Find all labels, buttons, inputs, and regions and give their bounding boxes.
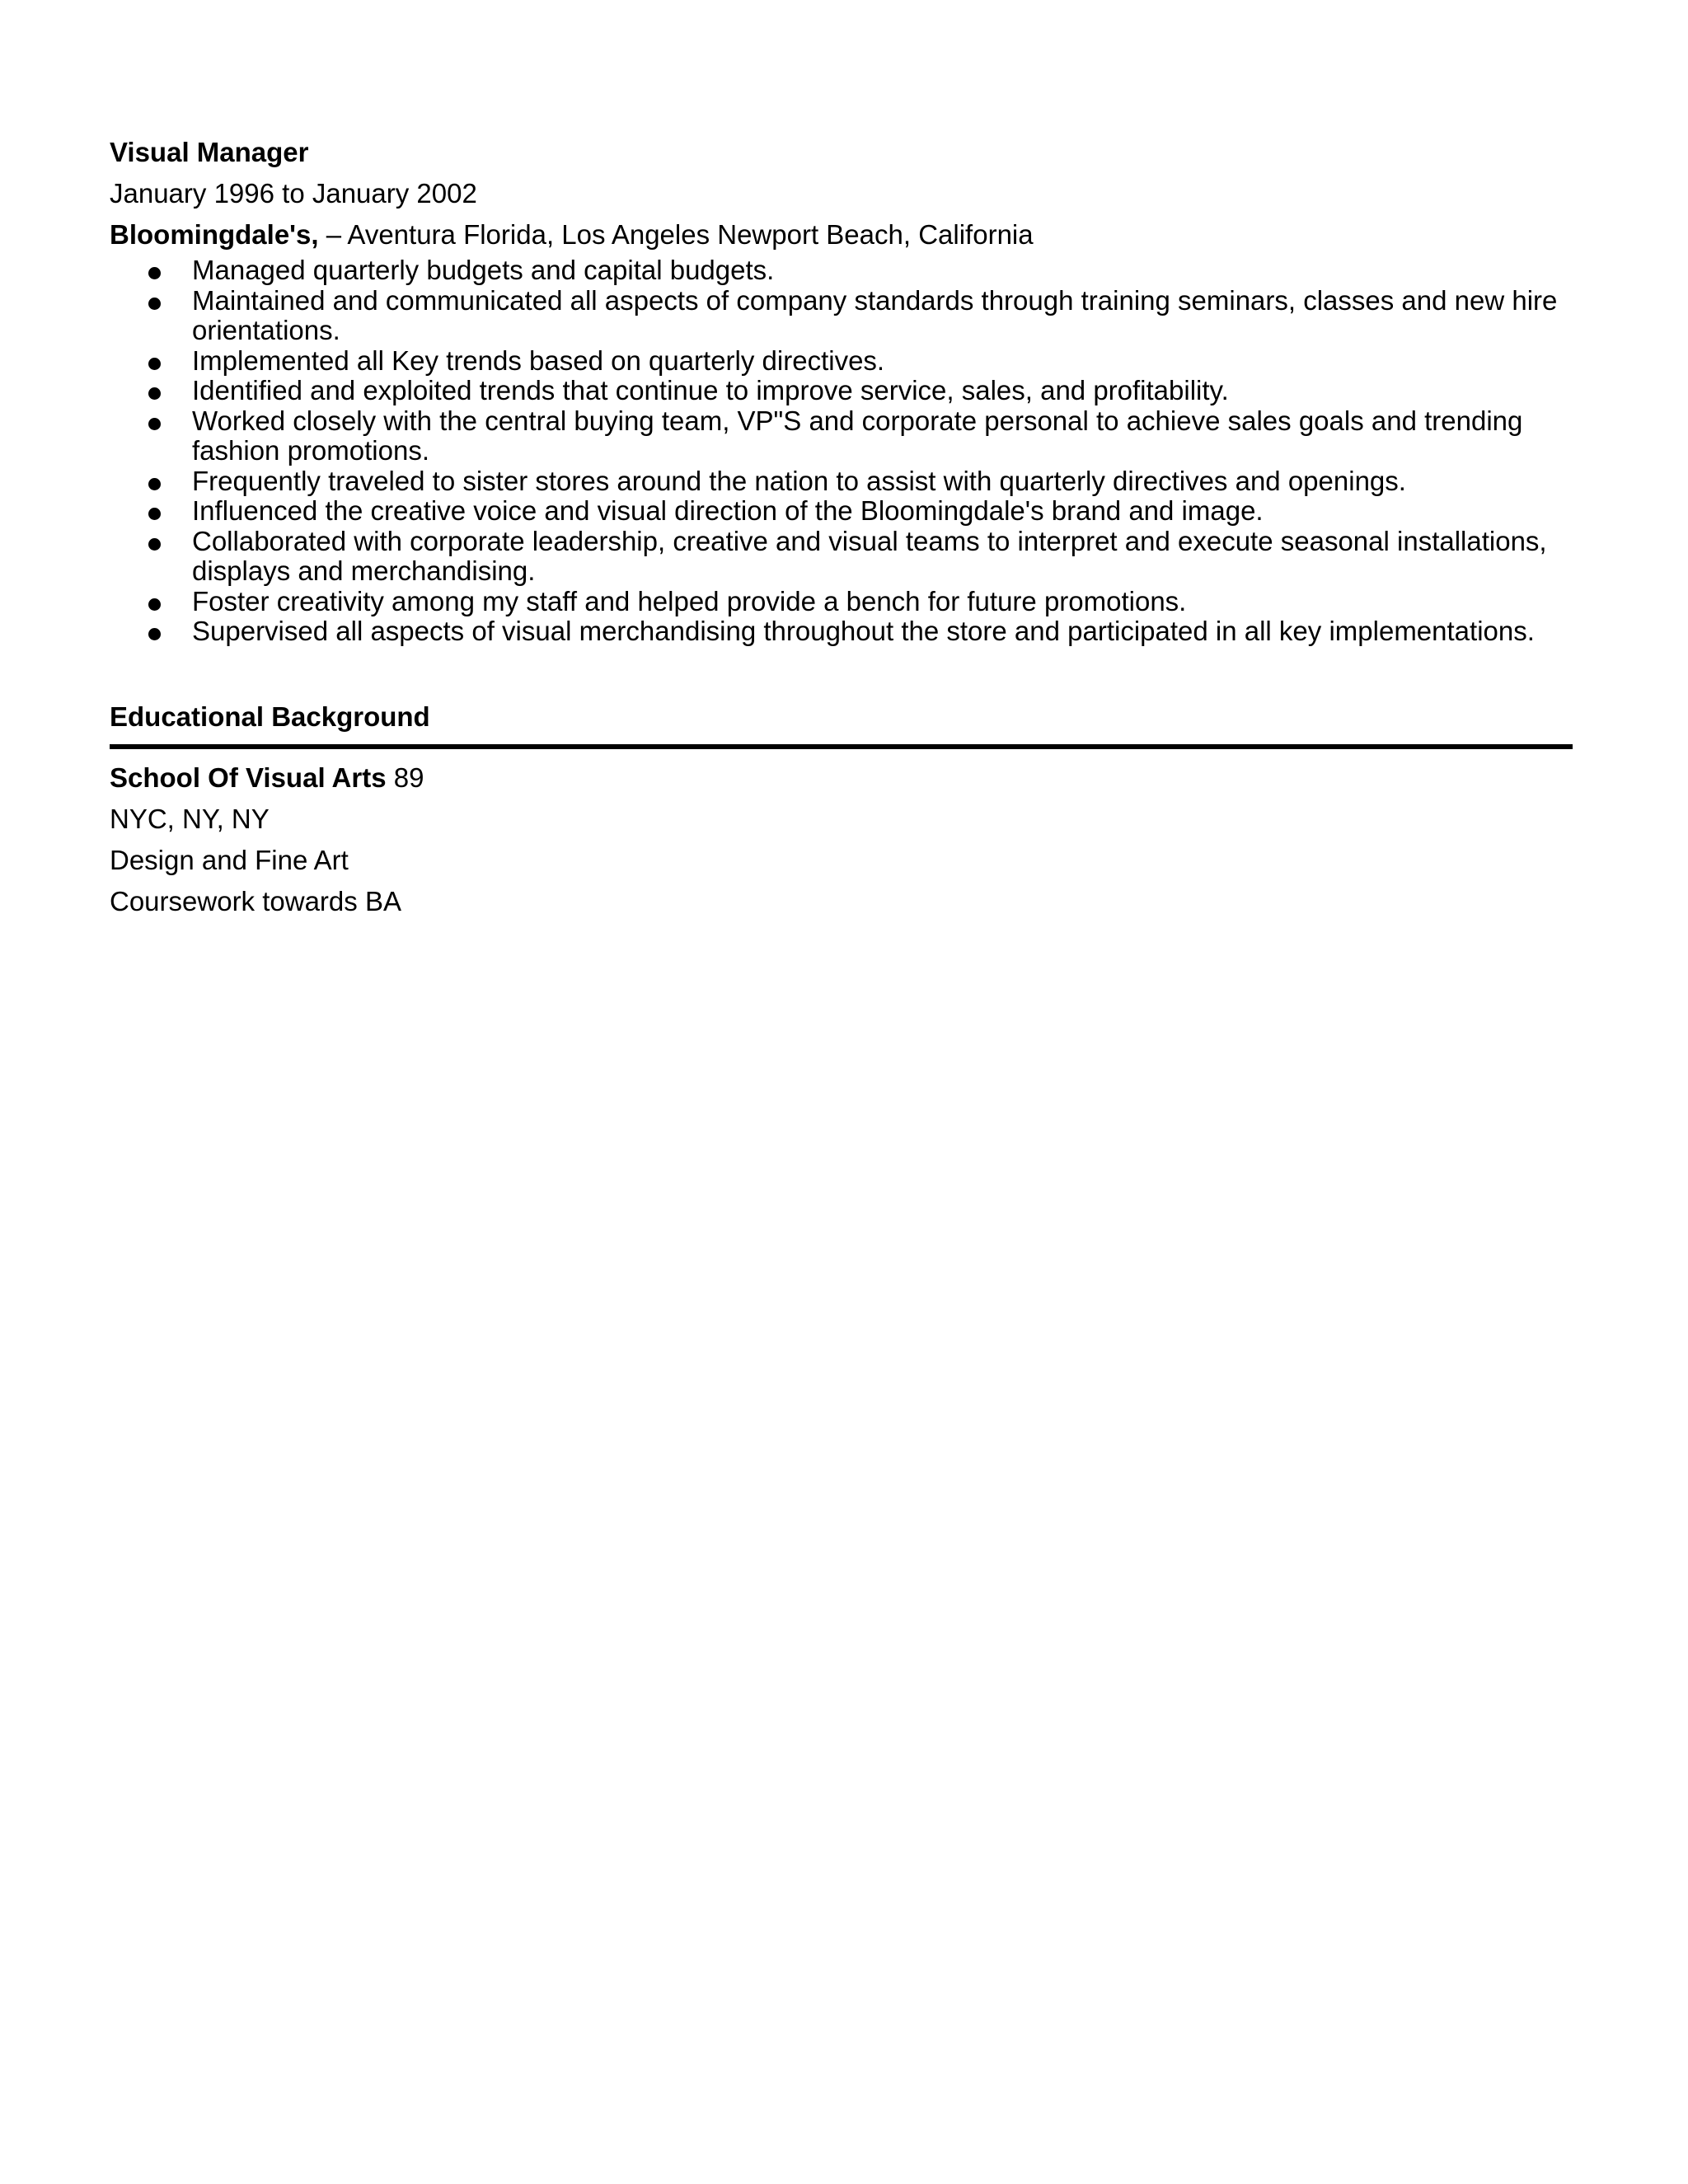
list-item [110,376,1573,406]
bullet-icon [148,538,161,551]
list-item [110,406,1573,466]
education-section [110,696,1573,922]
list-item-text: Implemented all Key trends based on quarterly directives. [192,344,885,376]
school-name: School Of Visual Arts [110,762,387,793]
bullet-icon [148,628,161,640]
experience-section [110,132,1573,647]
responsibilities-list [110,255,1573,647]
bullet-icon [148,267,161,279]
school-year: 89 [386,762,424,793]
list-item [110,466,1573,497]
section-divider [110,744,1573,749]
list-item [110,616,1573,647]
job-dates: January 1996 to January 2002 [110,178,477,209]
bullet-icon [148,508,161,520]
list-item-text: Foster creativity among my staff and helped provide a bench for future promotions. [192,585,1187,616]
list-item [110,496,1573,527]
bullet-icon [148,298,161,310]
list-item [110,255,1573,286]
bullet-icon [148,418,161,430]
list-item-text: Identified and exploited trends that continue to improve service, sales, and profitability. [192,375,1229,405]
list-item [110,346,1573,377]
list-item-text: Supervised all aspects of visual merchandising throughout the store and participated in all key implementations. [192,616,1535,646]
list-item-text: Worked closely with the central buying team, VP"S and corporate personal to achieve sales goals and trending fashion promotions. [192,405,1523,466]
school-line [110,757,1573,799]
list-item-text: Maintained and communicated all aspects of company standards through training seminars, classes and new hire orientations. [192,284,1558,345]
list-item-text: Frequently traveled to sister stores around the nation to assist with quarterly directives and openings. [192,465,1406,496]
job-title: Visual Manager [110,137,309,167]
degree-status: Coursework towards BA [110,885,401,916]
bullet-icon [148,598,161,611]
company-name: Bloomingdale's, [110,219,319,250]
section-heading: Educational Background [110,701,430,732]
company-location: – Aventura Florida, Los Angeles Newport Beach, California [318,219,1034,250]
bullet-icon [148,387,161,400]
company-line [110,214,1573,255]
bullet-icon [148,358,161,370]
school-location: NYC, NY, NY [110,803,270,834]
list-item-text: Managed quarterly budgets and capital budgets. [192,255,775,285]
bullet-icon [148,478,161,490]
field-of-study: Design and Fine Art [110,844,349,875]
list-item [110,587,1573,617]
list-item-text: Collaborated with corporate leadership, creative and visual teams to interpret and execute seasonal installations, displays and merchandising. [192,525,1547,586]
list-item-text: Influenced the creative voice and visual direction of the Bloomingdale's brand and image. [192,495,1264,526]
list-item [110,286,1573,346]
list-item [110,527,1573,587]
resume-page [110,132,1573,922]
